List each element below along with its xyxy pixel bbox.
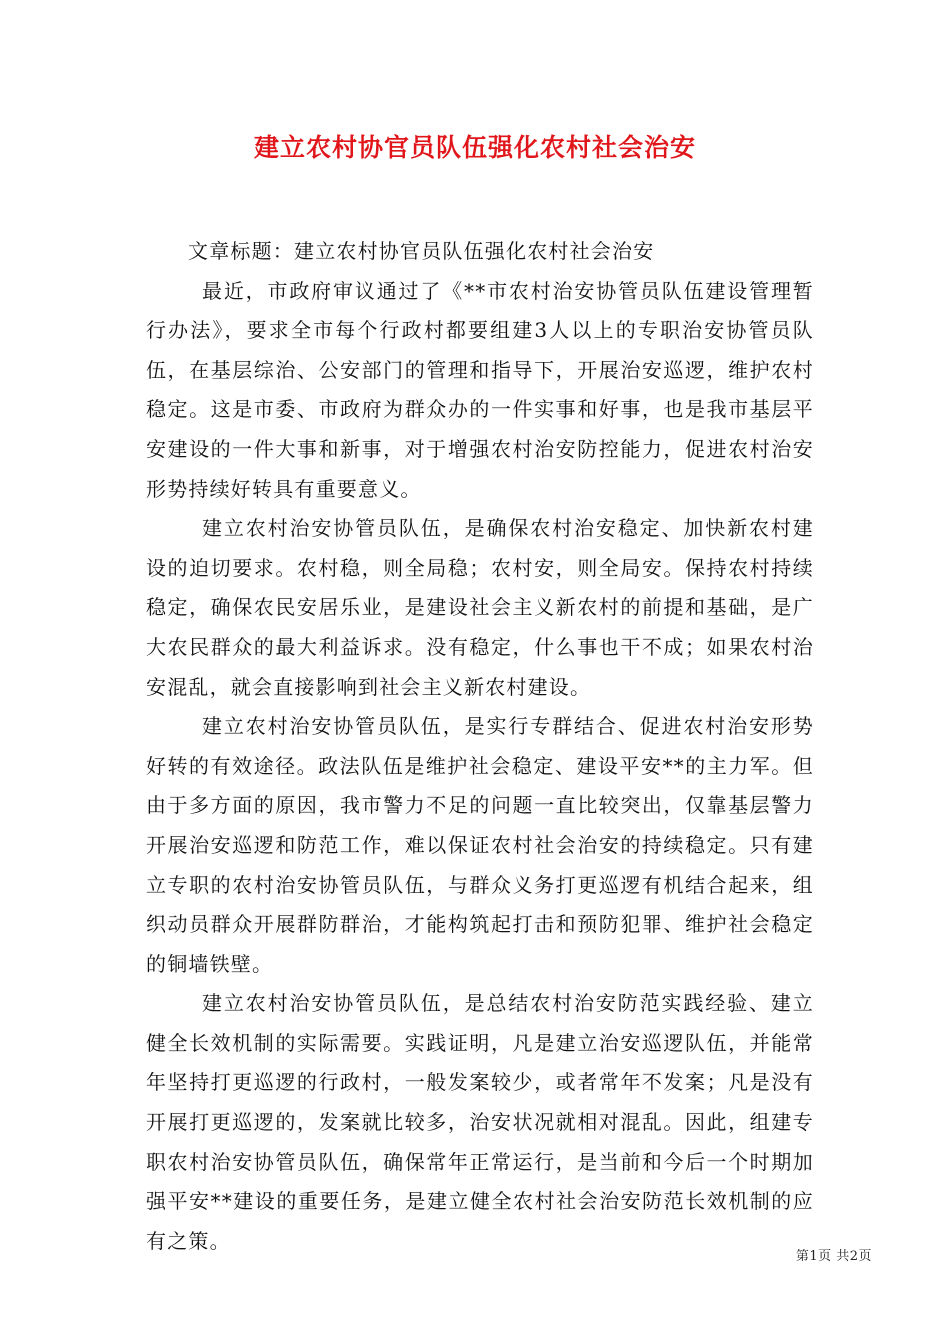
paragraph-4: 建立农村治安协管员队伍，是总结农村治安防范实践经验、建立健全长效机制的实际需要。实践证明，凡是建立治安巡逻队伍，并能常年坚持打更巡逻的行政村，一般发案较少，或者常年不发案；凡是没有开展打更巡逻的，发案就比较多，治安状况就相对混乱。因此，组建专职农村治安协管员队伍，确保常年正常运行，是当前和今后一个时期加强平安**建设的重要任务，是建立健全农村社会治安防范长效机制的应有之策。 — [146, 991, 814, 1253]
paragraph-2: 建立农村治安协管员队伍，是确保农村治安稳定、加快新农村建设的迫切要求。农村稳，则全局稳；农村安，则全局安。保持农村持续稳定，确保农民安居乐业，是建设社会主义新农村的前提和基础，是广大农民群众的最大利益诉求。没有稳定，什么事也干不成；如果农村治安混乱，就会直接影响到社会主义新农村建设。 — [146, 516, 814, 699]
page-number: 第1页 共2页 — [795, 1249, 872, 1264]
article-title-line: 文章标题：建立农村协官员队伍强化农村社会治安 — [188, 239, 655, 263]
document-title: 建立农村协官员队伍强化农村社会治安 — [253, 133, 696, 162]
paragraph-3: 建立农村治安协管员队伍，是实行专群结合、促进农村治安形势好转的有效途径。政法队伍是维护社会稳定、建设平安**的主力军。但由于多方面的原因，我市警力不足的问题一直比较突出，仅靠基层警力开展治安巡逻和防范工作，难以保证农村社会治安的持续稳定。只有建立专职的农村治安协管员队伍，与群众义务打更巡逻有机结合起来，组织动员群众开展群防群治，才能构筑起打击和预防犯罪、维护社会稳定的铜墙铁壁。 — [146, 714, 814, 976]
document-body — [146, 232, 814, 1261]
paragraph-1: 最近，市政府审议通过了《**市农村治安协管员队伍建设管理暂行办法》，要求全市每个行政村都要组建3人以上的专职治安协管员队伍，在基层综治、公安部门的管理和指导下，开展治安巡逻，维护农村稳定。这是市委、市政府为群众办的一件实事和好事，也是我市基层平安建设的一件大事和新事，对于增强农村治安防控能力，促进农村治安形势持续好转具有重要意义。 — [146, 278, 814, 501]
